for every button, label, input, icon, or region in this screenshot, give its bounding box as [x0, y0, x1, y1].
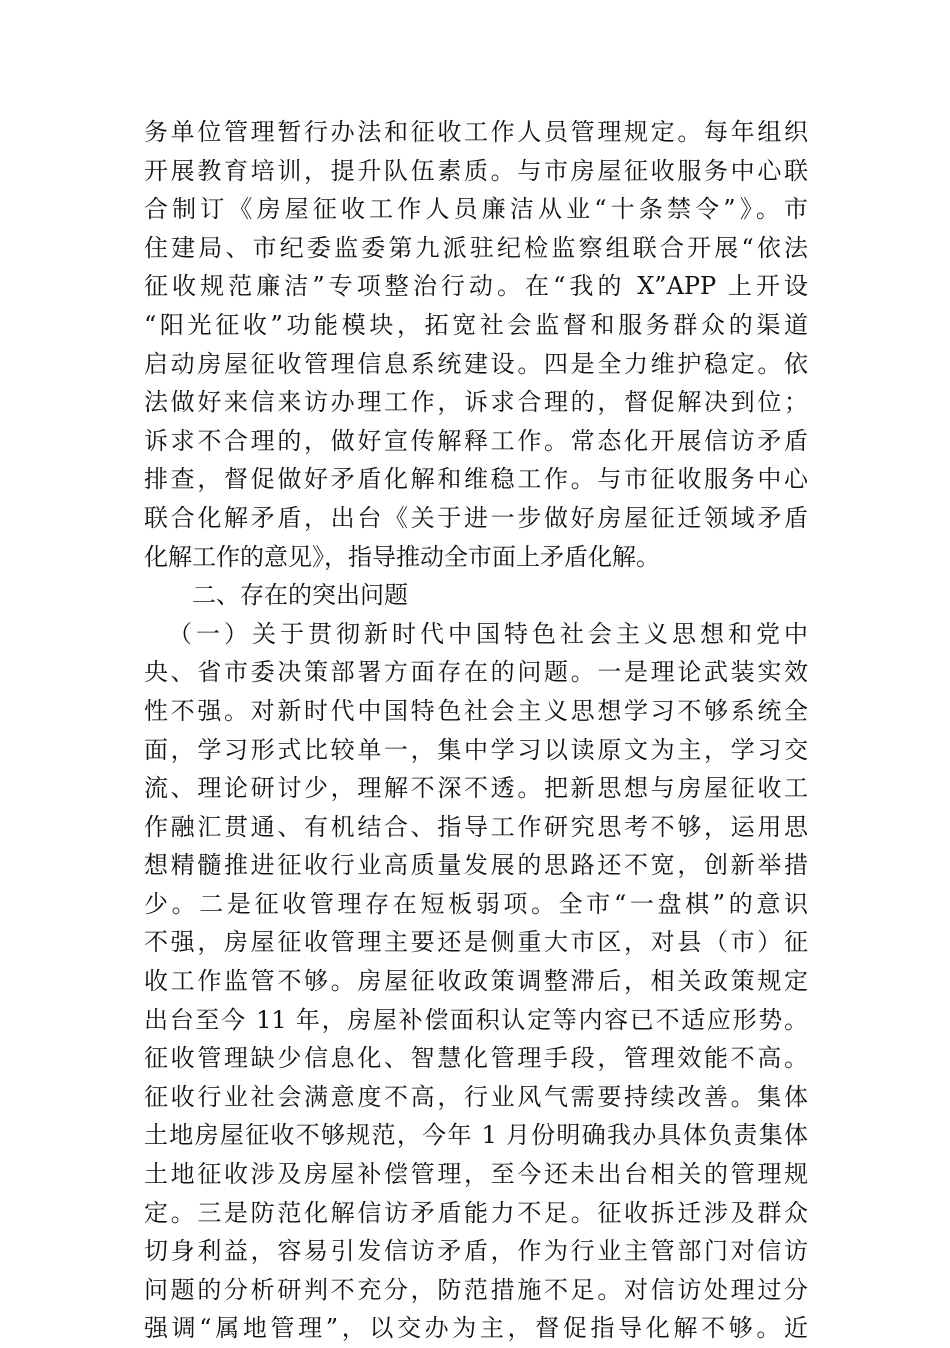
paragraph-line: 征收规范廉洁”专项整治行动。在“我的 X”APP 上开设: [144, 272, 808, 301]
paragraph-line: 排查，督促做好矛盾化解和维稳工作。与市征收服务中心: [144, 465, 808, 494]
paragraph-line: 务单位管理暂行办法和征收工作人员管理规定。每年组织: [144, 118, 808, 146]
paragraph-line: 定。三是防范化解信访矛盾能力不足。征收拆迁涉及群众: [144, 1198, 808, 1227]
paragraph-line: 性不强。对新时代中国特色社会主义思想学习不够系统全: [144, 696, 808, 725]
paragraph-line: （一）关于贯彻新时代中国特色社会主义思想和党中: [168, 619, 808, 648]
paragraph-line: 强调“属地管理”，以交办为主，督促指导化解不够。近: [144, 1314, 808, 1343]
paragraph-line: 土地房屋征收不够规范，今年 1 月份明确我办具体负责集体: [144, 1121, 808, 1150]
paragraph-line: 少。二是征收管理存在短板弱项。全市“一盘棋”的意识: [144, 889, 808, 918]
paragraph-line: “阳光征收”功能模块，拓宽社会监督和服务群众的渠道: [144, 310, 808, 339]
paragraph-line: 作融汇贯通、有机结合、指导工作研究思考不够，运用思: [144, 812, 808, 841]
paragraph-line: 切身利益，容易引发信访矛盾，作为行业主管部门对信访: [144, 1237, 808, 1266]
section-heading: 二、存在的突出问题: [192, 581, 408, 610]
paragraph-line: 合制订《房屋征收工作人员廉洁从业“十条禁令”》。市: [144, 195, 808, 224]
paragraph-line: 诉求不合理的，做好宣传解释工作。常态化开展信访矛盾: [144, 426, 808, 455]
paragraph-line: 启动房屋征收管理信息系统建设。四是全力维护稳定。依: [144, 349, 808, 378]
document-body: [144, 113, 808, 1348]
paragraph-line: 住建局、市纪委监委第九派驻纪检监察组联合开展“依法: [144, 233, 808, 262]
paragraph-line: 征收行业社会满意度不高，行业风气需要持续改善。集体: [144, 1082, 808, 1111]
paragraph-line: 土地征收涉及房屋补偿管理，至今还未出台相关的管理规: [144, 1160, 808, 1189]
paragraph-line: 法做好来信来访办理工作，诉求合理的，督促解决到位；: [144, 388, 808, 417]
paragraph-line: 开展教育培训，提升队伍素质。与市房屋征收服务中心联: [144, 156, 808, 185]
paragraph-line: 不强，房屋征收管理主要还是侧重大市区，对县（市）征: [144, 928, 808, 957]
paragraph-line: 想精髓推进征收行业高质量发展的思路还不宽，创新举措: [144, 851, 808, 880]
paragraph-line: 面，学习形式比较单一，集中学习以读原文为主，学习交: [144, 735, 808, 764]
paragraph-line: 联合化解矛盾，出台《关于进一步做好房屋征迁领域矛盾: [144, 503, 808, 532]
paragraph-line: 出台至今 11 年，房屋补偿面积认定等内容已不适应形势。: [144, 1005, 808, 1034]
paragraph-line: 问题的分析研判不充分，防范措施不足。对信访处理过分: [144, 1275, 808, 1304]
paragraph-line: 央、省市委决策部署方面存在的问题。一是理论武装实效: [144, 658, 808, 687]
paragraph-line: 流、理论研讨少，理解不深不透。把新思想与房屋征收工: [144, 774, 808, 803]
paragraph-line: 收工作监管不够。房屋征收政策调整滞后，相关政策规定: [144, 967, 808, 996]
paragraph-line: 化解工作的意见》，指导推动全市面上矛盾化解。: [144, 542, 660, 571]
paragraph-line: 征收管理缺少信息化、智慧化管理手段，管理效能不高。: [144, 1044, 808, 1073]
